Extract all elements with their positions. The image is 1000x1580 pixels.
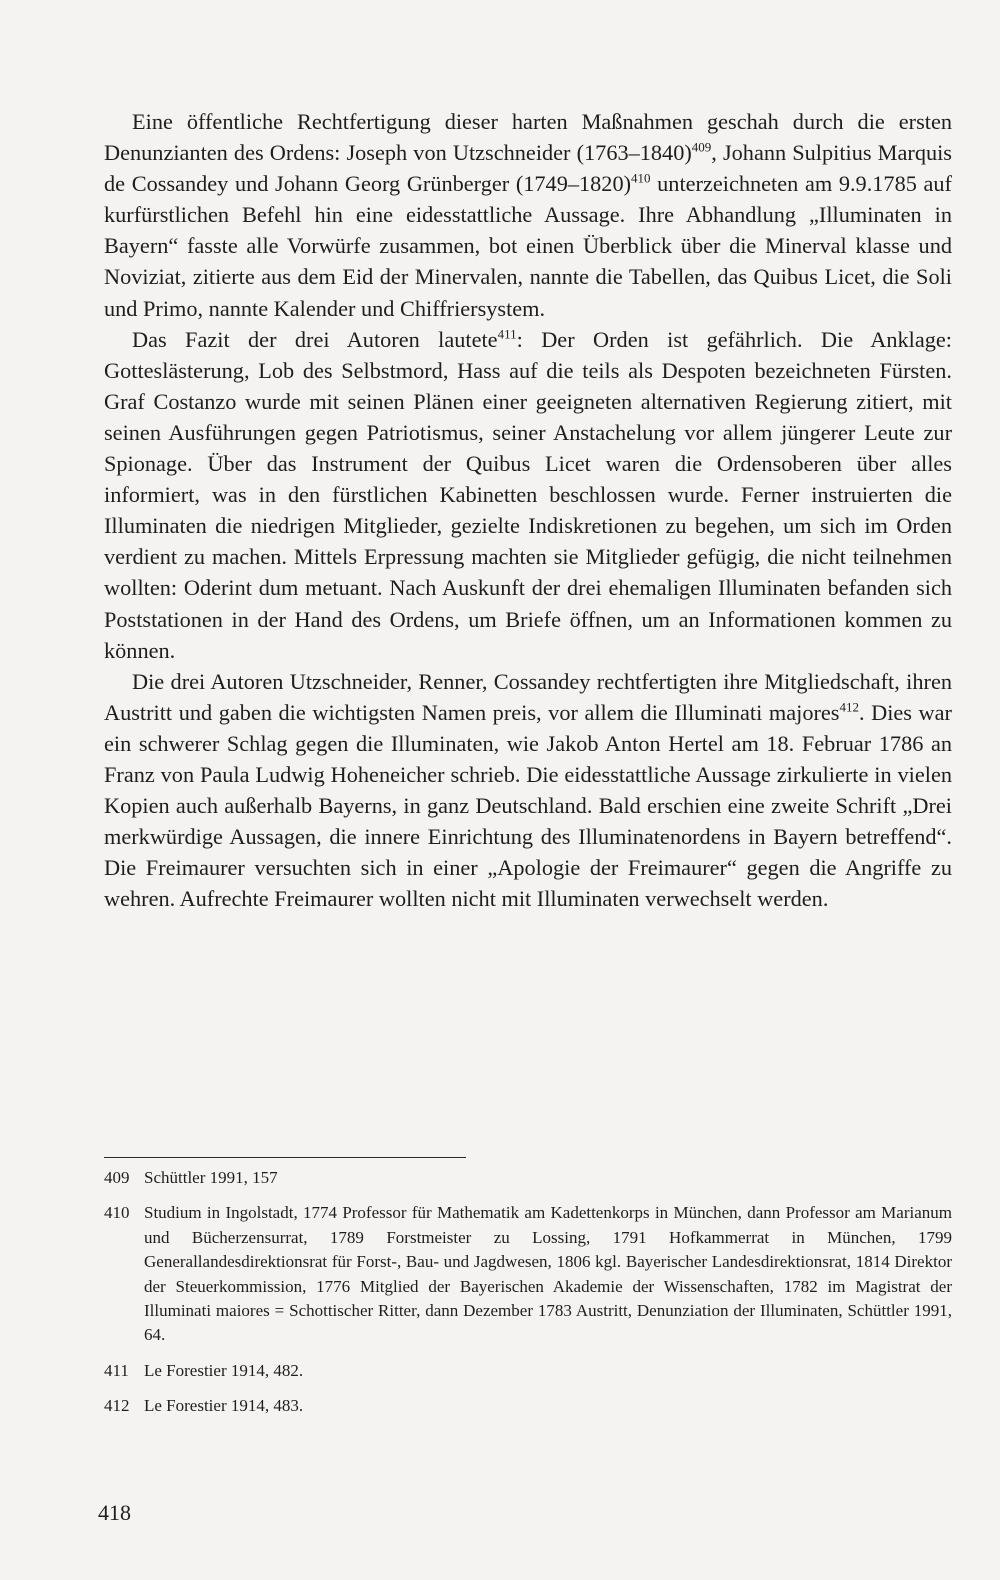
paragraph-2 (104, 324, 952, 666)
paragraph-text: unterzeichneten am 9.9.1785 auf kurfürstlichen Befehl hin eine eidesstattliche Aussage. Ihre Abhandlung „Illuminaten in Bayern“ fasste alle Vorwürfe zusammen, bot einen Überblick über die Minerval klasse und Noviziat, zitierte aus dem Eid der Minervalen, nannte die Tabellen, das Quibus Licet, die Soli und Primo, nannte Kalender und Chiffriersystem. (104, 171, 952, 321)
footnote-text: Le Forestier 1914, 483. (144, 1396, 304, 1416)
footnote-number: 411 (104, 1360, 129, 1380)
page-number: 418 (98, 1500, 131, 1525)
paragraph-text: Die drei Autoren Utzschneider, Renner, Cossandey rechtfertigten ihre Mitgliedschaft, ihren Austritt und gaben die wichtigsten Namen preis, vor allem die Illuminati majores (104, 668, 952, 725)
paragraph-3 (104, 666, 952, 915)
footnote-marker: 409 (691, 139, 712, 155)
footnote-409 (104, 1166, 952, 1190)
footnote-marker: 412 (839, 699, 859, 715)
paragraph-text: Eine öffentliche Rechtfertigung dieser harten Maßnahmen geschah durch die ersten Denunzianten des Ordens: Joseph von Utzschneider (1763–1840) (104, 109, 952, 166)
footnote-text: Le Forestier 1914, 482. (144, 1360, 304, 1380)
footnote-marker: 410 (631, 170, 651, 186)
footnote-412 (104, 1394, 952, 1418)
paragraph-text: : Der Orden ist gefährlich. Die Anklage: Gotteslästerung, Lob des Selbstmord, Hass auf die teils als Despoten bezeichneten Fürsten. Graf Costanzo wurde mit seinen Plänen einer geeigneten alternativen Regierung zitiert, mit seinen Ausführungen gegen Patriotismus, seiner Anstachelung vor allem jüngerer Leute zur Spionage. Über das Instrument der Quibus Licet waren die Ordensoberen über alles informiert, was in den fürstlichen Kabinetten beschlossen wurde. Ferner instruierten die Illuminaten die niedrigen Mitglieder, gezielte Indiskretionen zu begehen, um sich im Orden verdient zu machen. Mittels Erpressung machten sie Mitglieder gefügig, die nicht teilnehmen wollten: Oderint dum metuant. Nach Auskunft der drei ehemaligen Illuminaten befanden sich Poststationen in der Hand des Ordens, um Briefe öffnen, um an Informationen kommen zu können. (104, 326, 952, 663)
footnote-number: 409 (104, 1168, 130, 1187)
footnote-text: Schüttler 1991, 157 (144, 1168, 278, 1187)
paragraph-text: Das Fazit der drei Autoren lautete (132, 326, 498, 352)
paragraph-1 (104, 106, 952, 324)
footnote-410 (104, 1201, 952, 1347)
paragraph-text: , Johann Sulpitius Marquis de Cossandey und Johann Georg Grünberger (1749–1820) (104, 140, 952, 197)
footnote-number: 412 (104, 1396, 130, 1416)
main-text (104, 106, 952, 914)
footnotes (104, 1166, 952, 1430)
footnote-411 (104, 1359, 952, 1383)
footnote-marker: 411 (497, 326, 517, 342)
paragraph-text: . Dies war ein schwerer Schlag gegen die Illuminaten, wie Jakob Anton Hertel am 18. Februar 1786 an Franz von Paula Ludwig Hoheneicher schrieb. Die eidesstattliche Aussage zirkulierte in vielen Kopien auch außerhalb Bayerns, in ganz Deutschland. Bald erschien eine zweite Schrift „Drei merkwürdige Aussagen, die innere Einrichtung des Illuminatenordens in Bayern betreffend“. Die Freimaurer versuchten sich in einer „Apologie der Freimaurer“ gegen die Angriffe zu wehren. Aufrechte Freimaurer wollten nicht mit Illuminaten verwechselt werden. (104, 699, 952, 912)
footnote-text: Studium in Ingolstadt, 1774 Professor für Mathematik am Kadettenkorps in München, dann Professor am Marianum und Bücherzensurrat, 1789 Forstmeister zu Lossing, 1791 Hofkammerrat in München, 1799 Generallandesdirektionsrat für Forst-, Bau- und Jagdwesen, 1806 kgl. Bayerischer Landesdirektionsrat, 1814 Direktor der Steuerkommission, 1776 Mitglied der Bayerischen Akademie der Wissenschaften, 1782 im Magistrat der Illuminati maiores = Schottischer Ritter, dann Dezember 1783 Austritt, Denunziation der Illuminaten, Schüttler 1991, 64. (144, 1203, 952, 1345)
footnote-number: 410 (104, 1203, 130, 1223)
footnote-separator (104, 1157, 466, 1158)
